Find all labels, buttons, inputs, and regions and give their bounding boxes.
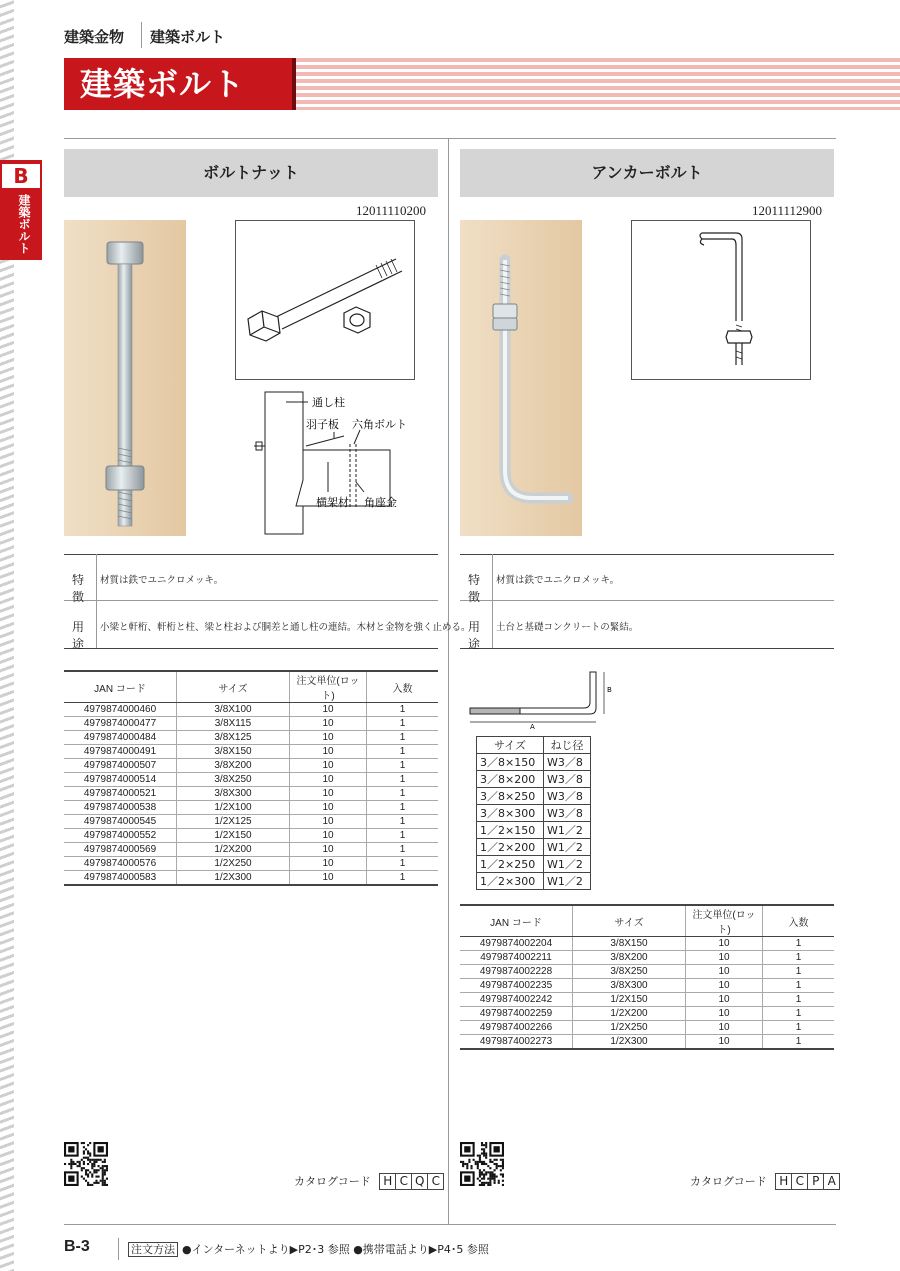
table-cell: 4979874000569 — [64, 843, 177, 857]
table-cell: 4979874002204 — [460, 937, 573, 951]
col-jan: JAN コード — [64, 671, 177, 703]
catalog-letter: H — [775, 1173, 792, 1190]
size-thread-table — [476, 736, 591, 890]
table-cell: 3/8X250 — [177, 773, 290, 787]
bolt-nut-drawing — [235, 220, 415, 380]
table-cell: W3／8 — [544, 805, 591, 822]
table-cell: 1 — [763, 965, 835, 979]
table-cell: 4979874002273 — [460, 1035, 573, 1050]
table-row — [64, 703, 438, 717]
info-label-divider — [96, 554, 97, 648]
table-cell: 10 — [290, 801, 367, 815]
features-text: 材質は鉄でユニクロメッキ。 — [100, 575, 224, 586]
table-cell: 4979874002228 — [460, 965, 573, 979]
table-cell: 1 — [367, 703, 439, 717]
catalog-letter: C — [395, 1173, 412, 1190]
label-washer: 角座金 — [364, 496, 397, 509]
table-row — [64, 857, 438, 871]
catalog-letter: C — [791, 1173, 808, 1190]
info-bottom-rule-right — [460, 648, 834, 649]
table-cell: W1／2 — [544, 873, 591, 890]
table-cell: 10 — [686, 951, 763, 965]
table-row — [64, 815, 438, 829]
table-cell: 10 — [290, 815, 367, 829]
table-row — [64, 717, 438, 731]
table-cell: 3/8X300 — [573, 979, 686, 993]
table-cell: 1／2×200 — [477, 839, 544, 856]
table-cell: 1 — [367, 773, 439, 787]
dim-label-b: B — [607, 686, 612, 694]
table-row — [64, 731, 438, 745]
table-cell: 4979874000552 — [64, 829, 177, 843]
table-cell: 1/2X300 — [177, 871, 290, 886]
table-cell: 4979874000538 — [64, 801, 177, 815]
col-lot: 注文単位(ロット) — [686, 905, 763, 937]
table-cell: 4979874002235 — [460, 979, 573, 993]
table-cell: 4979874000477 — [64, 717, 177, 731]
table-row — [460, 1035, 834, 1050]
page-title-banner — [64, 58, 292, 110]
label-beam: 横架材 — [316, 496, 349, 509]
size-row — [477, 754, 591, 771]
col-size: サイズ — [573, 905, 686, 937]
table-cell: 10 — [686, 937, 763, 951]
table-cell: 1/2X300 — [573, 1035, 686, 1050]
top-rule — [64, 138, 836, 139]
table-cell: 10 — [686, 965, 763, 979]
table-row — [460, 937, 834, 951]
col-size: サイズ — [477, 737, 544, 754]
table-cell: 3／8×250 — [477, 788, 544, 805]
info-mid-rule-right — [460, 600, 834, 601]
table-row — [64, 843, 438, 857]
table-cell: 10 — [686, 979, 763, 993]
jan-table-anchor-bolt — [460, 904, 834, 1050]
table-cell: 3/8X125 — [177, 731, 290, 745]
breadcrumb-divider — [141, 22, 142, 48]
table-cell: 3/8X250 — [573, 965, 686, 979]
catalog-letter: Q — [411, 1173, 428, 1190]
table-cell: 1 — [763, 1007, 835, 1021]
table-cell: 1 — [367, 843, 439, 857]
table-row — [64, 745, 438, 759]
col-size: サイズ — [177, 671, 290, 703]
table-cell: 4979874000576 — [64, 857, 177, 871]
features-label-right: 特徴 — [468, 573, 481, 604]
anchor-dimension-drawing — [466, 668, 616, 730]
table-cell: 1 — [367, 871, 439, 886]
usage-text-right: 土台と基礎コンクリートの緊結。 — [496, 622, 639, 633]
installation-diagram — [246, 388, 416, 538]
breadcrumb-sub: 建築ボルト — [150, 28, 226, 46]
table-cell: 3/8X115 — [177, 717, 290, 731]
catalog-letter: P — [807, 1173, 824, 1190]
table-cell: 1 — [763, 979, 835, 993]
table-cell: 10 — [290, 843, 367, 857]
table-cell: 1 — [367, 787, 439, 801]
table-cell: 3/8X200 — [177, 759, 290, 773]
table-cell: 3/8X150 — [177, 745, 290, 759]
col-qty: 入数 — [763, 905, 835, 937]
table-row — [64, 829, 438, 843]
table-cell: 4979874000521 — [64, 787, 177, 801]
table-row — [460, 993, 834, 1007]
table-cell: 1/2X250 — [573, 1021, 686, 1035]
table-row — [64, 871, 438, 886]
table-cell: 1 — [763, 993, 835, 1007]
bolt-photo — [64, 220, 186, 536]
table-cell: W3／8 — [544, 788, 591, 805]
table-cell: 1 — [763, 937, 835, 951]
table-row — [460, 965, 834, 979]
jan-table-bolt-nut — [64, 670, 438, 886]
table-cell: 10 — [686, 993, 763, 1007]
table-cell: 1 — [367, 801, 439, 815]
table-cell: 10 — [290, 787, 367, 801]
table-cell: 10 — [686, 1007, 763, 1021]
table-cell: 10 — [290, 857, 367, 871]
table-cell: W3／8 — [544, 771, 591, 788]
table-cell: 3／8×200 — [477, 771, 544, 788]
dim-label-a: A — [530, 723, 535, 730]
title-stripes — [296, 58, 900, 110]
table-cell: 4979874000514 — [64, 773, 177, 787]
anchor-bolt-drawing — [631, 220, 811, 380]
side-index-tab — [0, 160, 42, 260]
table-cell: 4979874000507 — [64, 759, 177, 773]
table-cell: 10 — [290, 773, 367, 787]
table-cell: 1 — [367, 829, 439, 843]
table-cell: 3／8×150 — [477, 754, 544, 771]
table-cell: 1/2X100 — [177, 801, 290, 815]
table-cell: 10 — [290, 731, 367, 745]
size-row — [477, 771, 591, 788]
table-cell: 1 — [367, 745, 439, 759]
table-cell: 3/8X200 — [573, 951, 686, 965]
table-cell: 1/2X150 — [177, 829, 290, 843]
footer-order-note — [128, 1241, 489, 1257]
section-heading-bolt-nut: ボルトナット — [64, 149, 438, 197]
table-cell: 1 — [367, 857, 439, 871]
catalog-label-left: カタログコード — [294, 1175, 371, 1188]
table-cell: 4979874002211 — [460, 951, 573, 965]
table-cell: 1 — [367, 815, 439, 829]
table-cell: 1 — [367, 717, 439, 731]
order-method-text: ●インターネットより▶P2･3 参照 ●携帯電話より▶P4･5 参照 — [182, 1243, 489, 1256]
label-pillar: 通し柱 — [312, 396, 345, 409]
size-row — [477, 805, 591, 822]
table-row — [64, 773, 438, 787]
table-cell: 1 — [763, 1035, 835, 1050]
table-cell: 1 — [367, 759, 439, 773]
col-qty: 入数 — [367, 671, 439, 703]
table-cell: 4979874002259 — [460, 1007, 573, 1021]
table-cell: 1 — [763, 1021, 835, 1035]
catalog-code-right — [690, 1173, 840, 1190]
side-tab-label: 建築ボルト — [17, 194, 31, 254]
table-cell: 4979874000583 — [64, 871, 177, 886]
table-cell: 3/8X300 — [177, 787, 290, 801]
table-cell: W1／2 — [544, 839, 591, 856]
col-jan: JAN コード — [460, 905, 573, 937]
anchor-bolt-photo — [460, 220, 582, 536]
table-cell: 1/2X150 — [573, 993, 686, 1007]
label-plate: 羽子板 — [306, 418, 339, 431]
table-cell: 1/2X250 — [177, 857, 290, 871]
table-cell: 1/2X125 — [177, 815, 290, 829]
table-cell: 10 — [290, 717, 367, 731]
page-title: 建築ボルト — [80, 65, 246, 103]
table-cell: 4979874002266 — [460, 1021, 573, 1035]
table-cell: 4979874000491 — [64, 745, 177, 759]
qr-code-left — [64, 1142, 108, 1186]
footer-divider — [118, 1238, 119, 1260]
table-cell: 3/8X100 — [177, 703, 290, 717]
table-cell: W1／2 — [544, 856, 591, 873]
breadcrumb-category: 建築金物 — [64, 28, 125, 46]
table-cell: 1／2×300 — [477, 873, 544, 890]
info-top-rule-right — [460, 554, 834, 555]
usage-label: 用途 — [72, 620, 85, 651]
table-cell: 4979874000460 — [64, 703, 177, 717]
table-cell: 1／2×250 — [477, 856, 544, 873]
catalog-letter: C — [427, 1173, 444, 1190]
table-row — [460, 1021, 834, 1035]
table-cell: 1 — [367, 731, 439, 745]
order-method-label: 注文方法 — [128, 1242, 178, 1257]
size-row — [477, 856, 591, 873]
table-cell: 1 — [763, 951, 835, 965]
col-thread: ねじ径 — [544, 737, 591, 754]
usage-label-right: 用途 — [468, 620, 481, 651]
table-cell: 10 — [290, 703, 367, 717]
features-text-right: 材質は鉄でユニクロメッキ。 — [496, 575, 620, 586]
table-row — [64, 787, 438, 801]
bottom-rule — [64, 1224, 836, 1225]
section-heading-anchor-bolt: アンカーボルト — [460, 149, 834, 197]
table-cell: 1/2X200 — [573, 1007, 686, 1021]
usage-text: 小梁と軒桁、軒桁と柱、梁と柱および胴差と通し柱の連結。木材と金物を強く止める。 — [100, 622, 471, 633]
table-cell: 4979874002242 — [460, 993, 573, 1007]
label-hex-bolt: 六角ボルト — [352, 418, 407, 431]
table-cell: 10 — [686, 1035, 763, 1050]
table-cell: 4979874000484 — [64, 731, 177, 745]
table-cell: 4979874000545 — [64, 815, 177, 829]
catalog-letter: A — [823, 1173, 840, 1190]
table-cell: 3/8X150 — [573, 937, 686, 951]
size-row — [477, 839, 591, 856]
column-divider — [448, 138, 449, 1224]
table-cell: W3／8 — [544, 754, 591, 771]
table-cell: 1/2X200 — [177, 843, 290, 857]
size-row — [477, 873, 591, 890]
table-cell: 10 — [290, 759, 367, 773]
info-mid-rule — [64, 600, 438, 601]
side-tab-letter: B — [0, 162, 42, 190]
info-label-divider-right — [492, 554, 493, 648]
table-row — [64, 801, 438, 815]
col-lot: 注文単位(ロット) — [290, 671, 367, 703]
size-row — [477, 788, 591, 805]
table-row — [460, 951, 834, 965]
table-cell: W1／2 — [544, 822, 591, 839]
table-cell: 10 — [290, 745, 367, 759]
table-cell: 3／8×300 — [477, 805, 544, 822]
features-label: 特徴 — [72, 573, 85, 604]
table-cell: 10 — [686, 1021, 763, 1035]
catalog-letter: H — [379, 1173, 396, 1190]
catalog-code-left — [294, 1173, 444, 1190]
table-cell: 1／2×150 — [477, 822, 544, 839]
page-number: B-3 — [64, 1238, 90, 1255]
table-row — [64, 759, 438, 773]
info-top-rule — [64, 554, 438, 555]
table-row — [460, 979, 834, 993]
info-bottom-rule — [64, 648, 438, 649]
table-cell: 10 — [290, 829, 367, 843]
table-row — [460, 1007, 834, 1021]
table-cell: 10 — [290, 871, 367, 886]
item-code-anchor-bolt: 12011112900 — [752, 203, 823, 218]
size-row — [477, 822, 591, 839]
qr-code-right — [460, 1142, 504, 1186]
catalog-label-right: カタログコード — [690, 1175, 767, 1188]
item-code-bolt-nut: 12011110200 — [356, 203, 427, 218]
